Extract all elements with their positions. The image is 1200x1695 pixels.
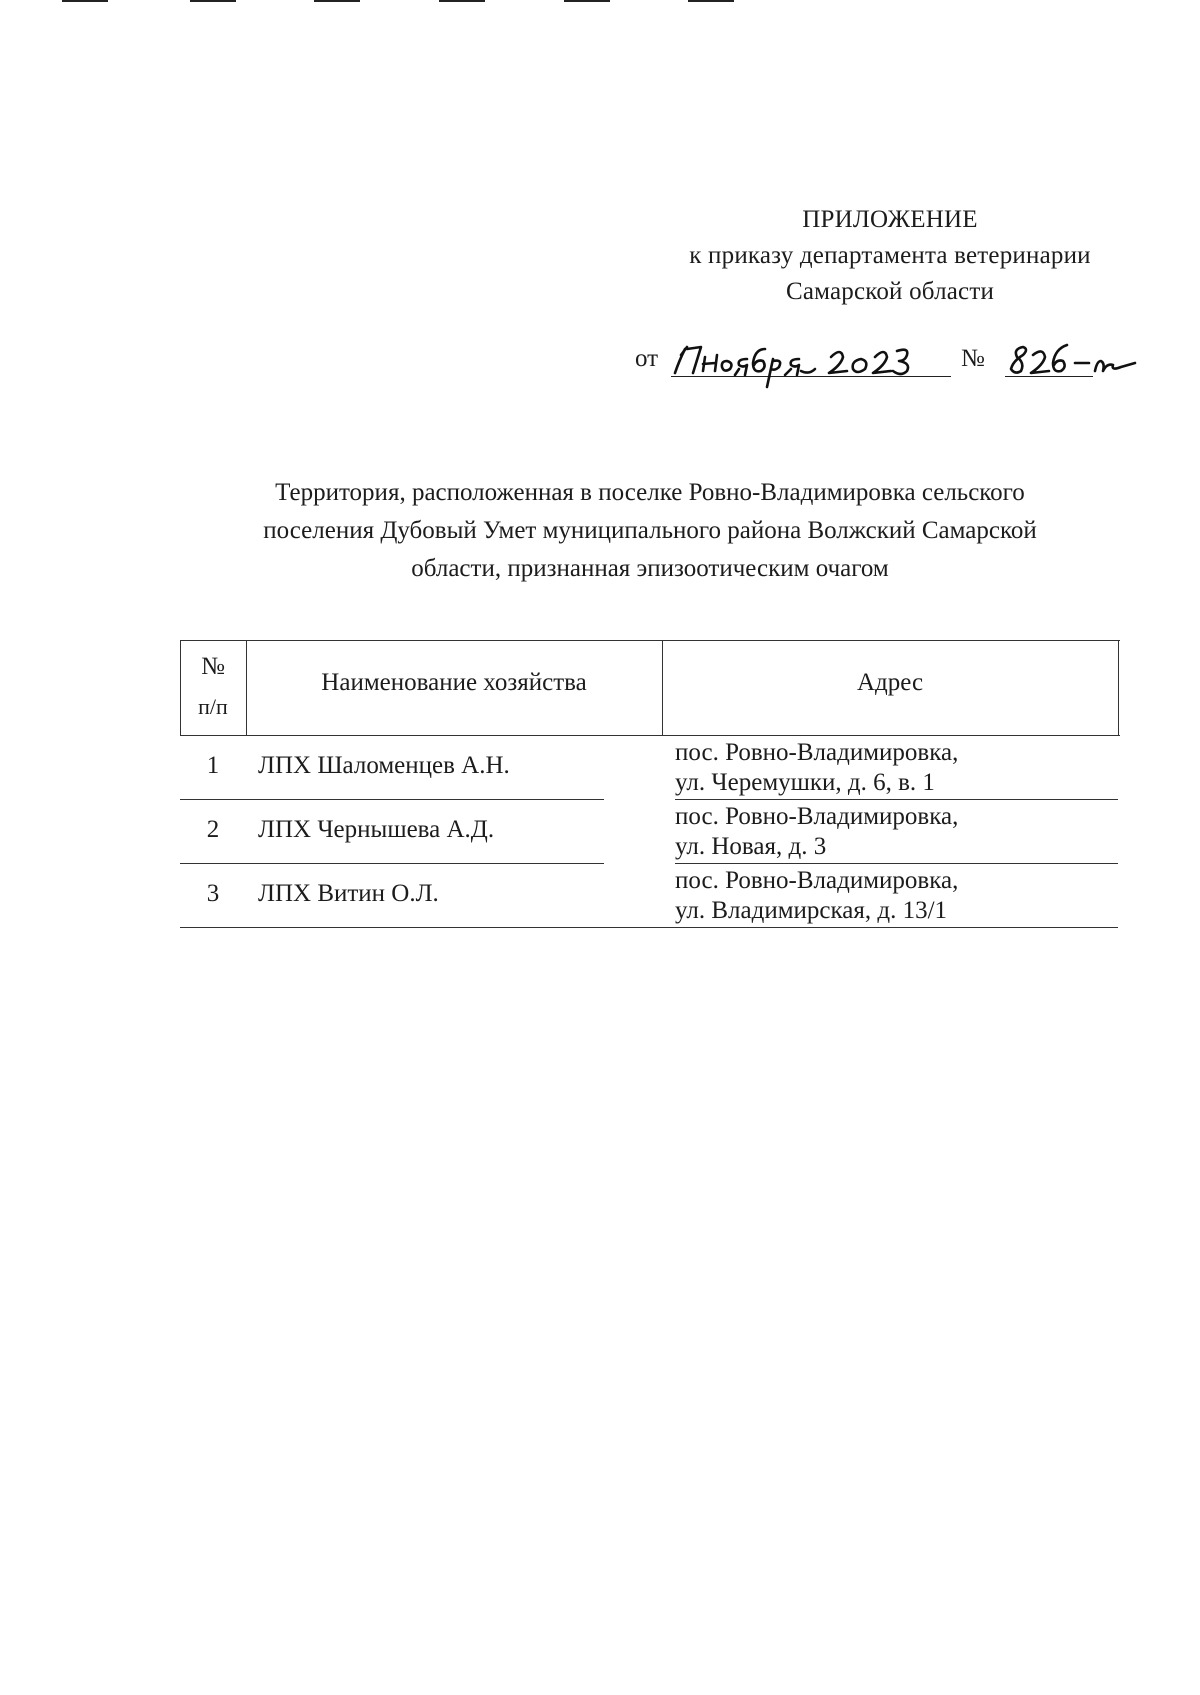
appendix-block xyxy=(640,202,1140,310)
row-farm-name: ЛПХ Чернышева А.Д. xyxy=(258,816,495,843)
row-address: пос. Ровно-Владимировка, ул. Новая, д. 3 xyxy=(675,803,959,860)
appendix-line-region: Самарской области xyxy=(785,278,995,305)
header-address: Адрес xyxy=(856,669,924,696)
heading-line-1: Территория, расположенная в поселке Ровно-Владимировка сельского xyxy=(275,479,1025,506)
row-farm-name: ЛПХ Витин О.Л. xyxy=(258,880,439,907)
order-date-number xyxy=(635,335,1155,385)
row-address: пос. Ровно-Владимировка, ул. Черемушки, д. 6, в. 1 xyxy=(675,739,959,796)
handwritten-signature xyxy=(635,335,1155,395)
row-number: 1 xyxy=(206,752,220,779)
table-row xyxy=(180,864,1120,928)
scan-edge-marks xyxy=(0,0,1200,4)
order-number-label: № xyxy=(961,345,985,372)
appendix-title: ПРИЛОЖЕНИЕ xyxy=(802,206,978,233)
appendix-line-order: к приказу департамента ветеринарии xyxy=(689,242,1091,269)
header-farm-name: Наименование хозяйства xyxy=(321,669,587,696)
table-row xyxy=(180,800,1120,864)
row-address: пос. Ровно-Владимировка, ул. Владимирская, д. 13/1 xyxy=(675,867,959,924)
table-header xyxy=(180,640,1120,736)
farms-table xyxy=(180,640,1120,928)
header-number: № п/п xyxy=(198,653,228,719)
heading-line-3: области, признанная эпизоотическим очагом xyxy=(411,555,889,582)
row-number: 2 xyxy=(206,816,220,843)
row-farm-name: ЛПХ Шаломенцев А.Н. xyxy=(258,752,510,779)
order-from-label: от xyxy=(635,345,659,372)
heading-line-2: поселения Дубовый Умет муниципального района Волжский Самарской xyxy=(263,517,1037,544)
row-number: 3 xyxy=(206,880,220,907)
document-heading xyxy=(180,474,1120,588)
table-row xyxy=(180,736,1120,800)
